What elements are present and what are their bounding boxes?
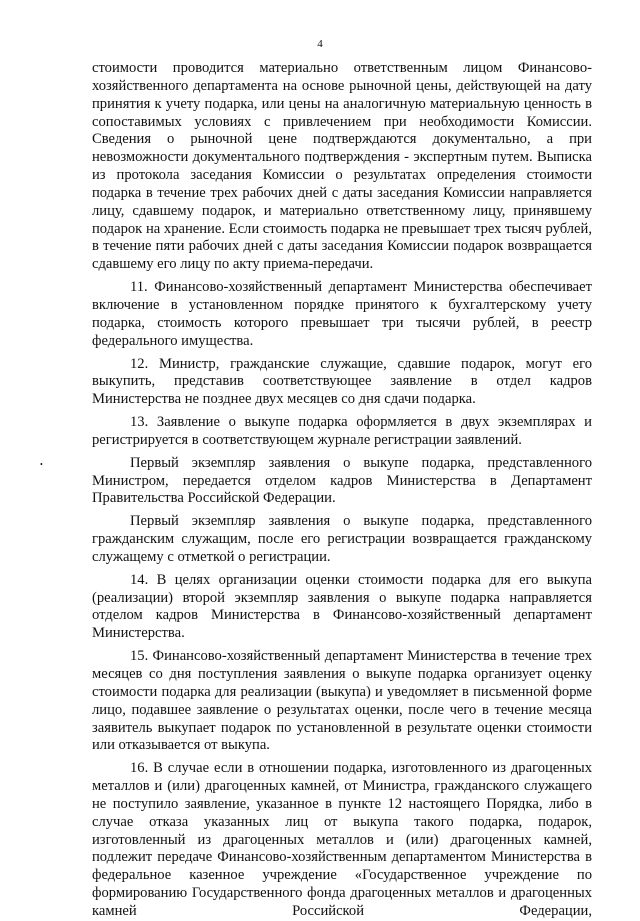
paragraph-15: 15. Финансово-хозяйственный департамент Министерства в течение трех месяцев со дня поступления заявления о выкупе подарка организует оценку стоимости подарка для реализации (выкупа) и уведомляет в письменной форме лицо, подавшее заявление о результатах оценки, после чего в течение месяца заявитель выкупает подарок по установленной в результате оценки стоимости или отказывается от выкупа. bbox=[92, 648, 592, 754]
paragraph-14: 14. В целях организации оценки стоимости подарка для его выкупа (реализации) второй экземпляр заявления о выкупе подарка направляется отделом кадров Министерства в Финансово-хозяйственный департамент Министерства. bbox=[92, 571, 592, 642]
scan-speck-mark: • bbox=[40, 460, 43, 469]
paragraph-11: 11. Финансово-хозяйственный департамент Министерства обеспечивает включение в установленном порядке принятого к бухгалтерскому учету подарка, стоимость которого превышает три тысячи рублей, в реестр федерального имущества. bbox=[92, 279, 592, 349]
paragraph-16: 16. В случае если в отношении подарка, изготовленного из драгоценных металлов и (или) драгоценных камней, от Министра, гражданского служащего не поступило заявление, указанное в пункте 12 настоящего Порядка, либо в случае отказа указанных лиц от выкупа такого подарка, подарок, изготовленный из драгоценных металлов и (или) драгоценных камней, подлежит передаче Финансово-хозяйственным департаментом Министерства в федеральное казенное учреждение «Государственное учреждение по формированию Государственного фонда драгоценных металлов и драгоценных камней Российской Федерации, bbox=[92, 760, 592, 919]
paragraph-continuation: стоимости проводится материально ответственным лицом Финансово-хозяйственного департамента на основе рыночной цены, действующей на дату принятия к учету подарка, или цены на аналогичную материальную ценность в сопоставимых условиях с привлечением при необходимости Комиссии. Сведения о рыночной цене подтверждаются документально, а при невозможности документального подтверждения - экспертным путем. Выписка из протокола заседания Комиссии о результатах определения стоимости подарка в течение трех рабочих дней с даты заседания Комиссии направляется лицу, сдавшему подарок, и материально ответственному лицу, принявшему подарок на хранение. Если стоимость подарка не превышает трех тысяч рублей, в течение пяти рабочих дней с даты заседания Комиссии подарок возвращается сдавшему его лицу по акту приема-передачи. bbox=[92, 60, 592, 273]
paragraph-13-first-copy-minister: Первый экземпляр заявления о выкупе подарка, представленного Министром, передается отделом кадров Министерства в Департамент Правительства Российской Федерации. bbox=[92, 454, 592, 507]
paragraph-12: 12. Министр, гражданские служащие, сдавшие подарок, могут его выкупить, представив соответствующее заявление в отдел кадров Министерства не позднее двух месяцев со дня сдачи подарка. bbox=[92, 355, 592, 408]
page-number: 4 bbox=[317, 38, 323, 50]
paragraph-13: 13. Заявление о выкупе подарка оформляется в двух экземплярах и регистрируется в соответствующем журнале регистрации заявлений. bbox=[92, 414, 592, 448]
paragraph-13-first-copy-servant: Первый экземпляр заявления о выкупе подарка, представленного гражданским служащим, после его регистрации возвращается гражданскому служащему с отметкой о регистрации. bbox=[92, 513, 592, 565]
